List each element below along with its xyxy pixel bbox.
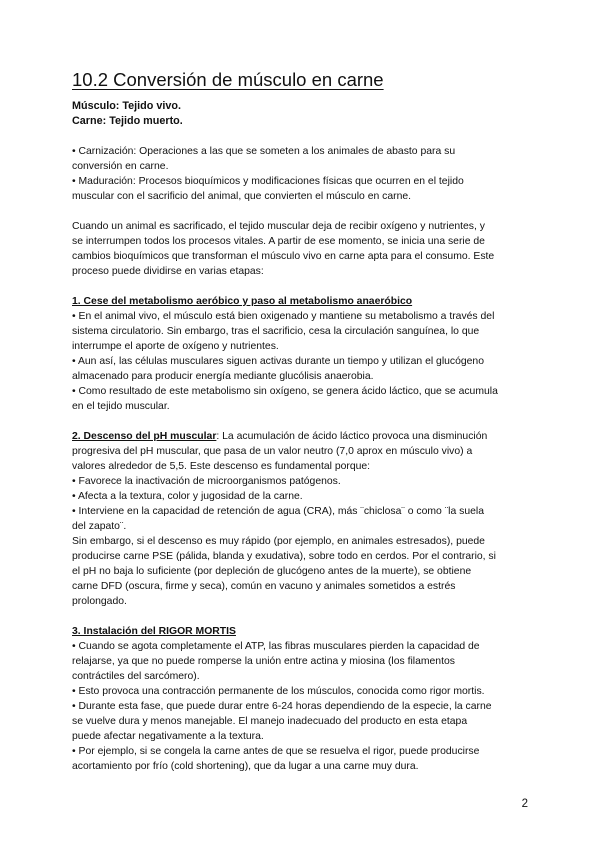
- text-line: • Maduración: Procesos bioquímicos y modificaciones físicas que ocurren en el tejido: [72, 176, 464, 187]
- section-2: [72, 429, 534, 609]
- text-line: muscular con el sacrificio del animal, que convierten el músculo en carne.: [72, 191, 412, 202]
- text-line: • Aun así, las células musculares siguen activas durante un tiempo y utilizan el glucógeno: [72, 356, 484, 367]
- intro-paragraph: [72, 219, 534, 279]
- text-line: Cuando un animal es sacrificado, el tejido muscular deja de recibir oxígeno y nutrientes, y: [72, 221, 485, 232]
- text-line: • Favorece la inactivación de microorganismos patógenos.: [72, 476, 341, 487]
- section-3: [72, 624, 534, 774]
- text-line: proceso puede dividirse en varias etapas:: [72, 266, 264, 277]
- section-heading: 2. Descenso del pH muscular: [72, 431, 217, 442]
- text-line: progresiva del pH muscular, que pasa de un valor neutro (7,0 aprox en músculo vivo) a: [72, 446, 473, 457]
- text-line: contráctiles del sarcómero).: [72, 671, 200, 682]
- text-line: el pH no baja lo suficiente (por depleción de glucógeno antes de la muerte), se obtiene: [72, 566, 472, 577]
- text-line: • Afecta a la textura, color y jugosidad de la carne.: [72, 491, 303, 502]
- document-page: [72, 68, 534, 774]
- text-line: valores alrededor de 5,5. Este descenso es fundamental porque:: [72, 461, 371, 472]
- text-line: del zapato¨.: [72, 521, 127, 532]
- text-line: • Como resultado de este metabolismo sin oxígeno, se genera ácido láctico, que se acumula: [72, 386, 498, 397]
- text-line: interrumpe el aporte de oxígeno y nutrientes.: [72, 341, 279, 352]
- text-line: puede afectar negativamente a la textura.: [72, 731, 264, 742]
- text-line: • Esto provoca una contracción permanente de los músculos, conocida como rigor mortis.: [72, 686, 485, 697]
- text-line: prolongado.: [72, 596, 127, 607]
- text-line: en el tejido muscular.: [72, 401, 170, 412]
- section-heading: 3. Instalación del RIGOR MORTIS: [72, 626, 236, 637]
- section-heading: 1. Cese del metabolismo aeróbico y paso al metabolismo anaeróbico: [72, 296, 413, 307]
- text-line: • Carnización: Operaciones a las que se someten a los animales de abasto para su: [72, 146, 456, 157]
- text-line: producirse carne PSE (pálida, blanda y exudativa), sobre todo en cerdos. Por el contrario, si: [72, 551, 496, 562]
- text-line: • Cuando se agota completamente el ATP, las fibras musculares pierden la capacidad de: [72, 641, 480, 652]
- definition-muscle: Músculo: Tejido vivo.: [72, 100, 181, 112]
- text-line: cambios bioquímicos que transforman el músculo vivo en carne apta para el consumo. Este: [72, 251, 495, 262]
- text-line: carne DFD (oscura, firme y seca), común en vacuno y animales sometidos a estrés: [72, 581, 456, 592]
- page-title: 10.2 Conversión de músculo en carne: [72, 69, 384, 90]
- text-line: • Interviene en la capacidad de retención de agua (CRA), más ¨chiclosa¨ o como ¨la suela: [72, 506, 484, 517]
- text-line: relajarse, ya que no puede romperse la unión entre actina y miosina (los filamentos: [72, 656, 455, 667]
- text-line: conversión en carne.: [72, 161, 169, 172]
- text-line: Sin embargo, si el descenso es muy rápido (por ejemplo, en animales estresados), puede: [72, 536, 485, 547]
- section-1: [72, 294, 534, 414]
- text-line: se vuelve dura y menos manejable. El manejo inadecuado del producto en esta etapa: [72, 716, 468, 727]
- text-line: acortamiento por frío (cold shortening), que da lugar a una carne muy dura.: [72, 761, 419, 772]
- text-span: : La acumulación de ácido láctico provoca una disminución: [216, 431, 488, 442]
- text-line: • Durante esta fase, que puede durar entre 6-24 horas dependiendo de la especie, la carne: [72, 701, 492, 712]
- page-number: 2: [521, 798, 528, 810]
- text-line: • Por ejemplo, si se congela la carne antes de que se resuelva el rigor, puede producirse: [72, 746, 480, 757]
- text-line: • En el animal vivo, el músculo está bien oxigenado y mantiene su metabolismo a través del: [72, 311, 495, 322]
- text-line: almacenado para producir energía mediante glucólisis anaerobia.: [72, 371, 374, 382]
- section-first-line: [72, 429, 534, 444]
- intro-bullets: [72, 144, 534, 204]
- definition-meat: Carne: Tejido muerto.: [72, 115, 183, 127]
- text-line: sistema circulatorio. Sin embargo, tras el sacrificio, cesa la circulación sanguínea, lo que: [72, 326, 480, 337]
- text-line: se interrumpen todos los procesos vitales. A partir de ese momento, se inicia una serie de: [72, 236, 485, 247]
